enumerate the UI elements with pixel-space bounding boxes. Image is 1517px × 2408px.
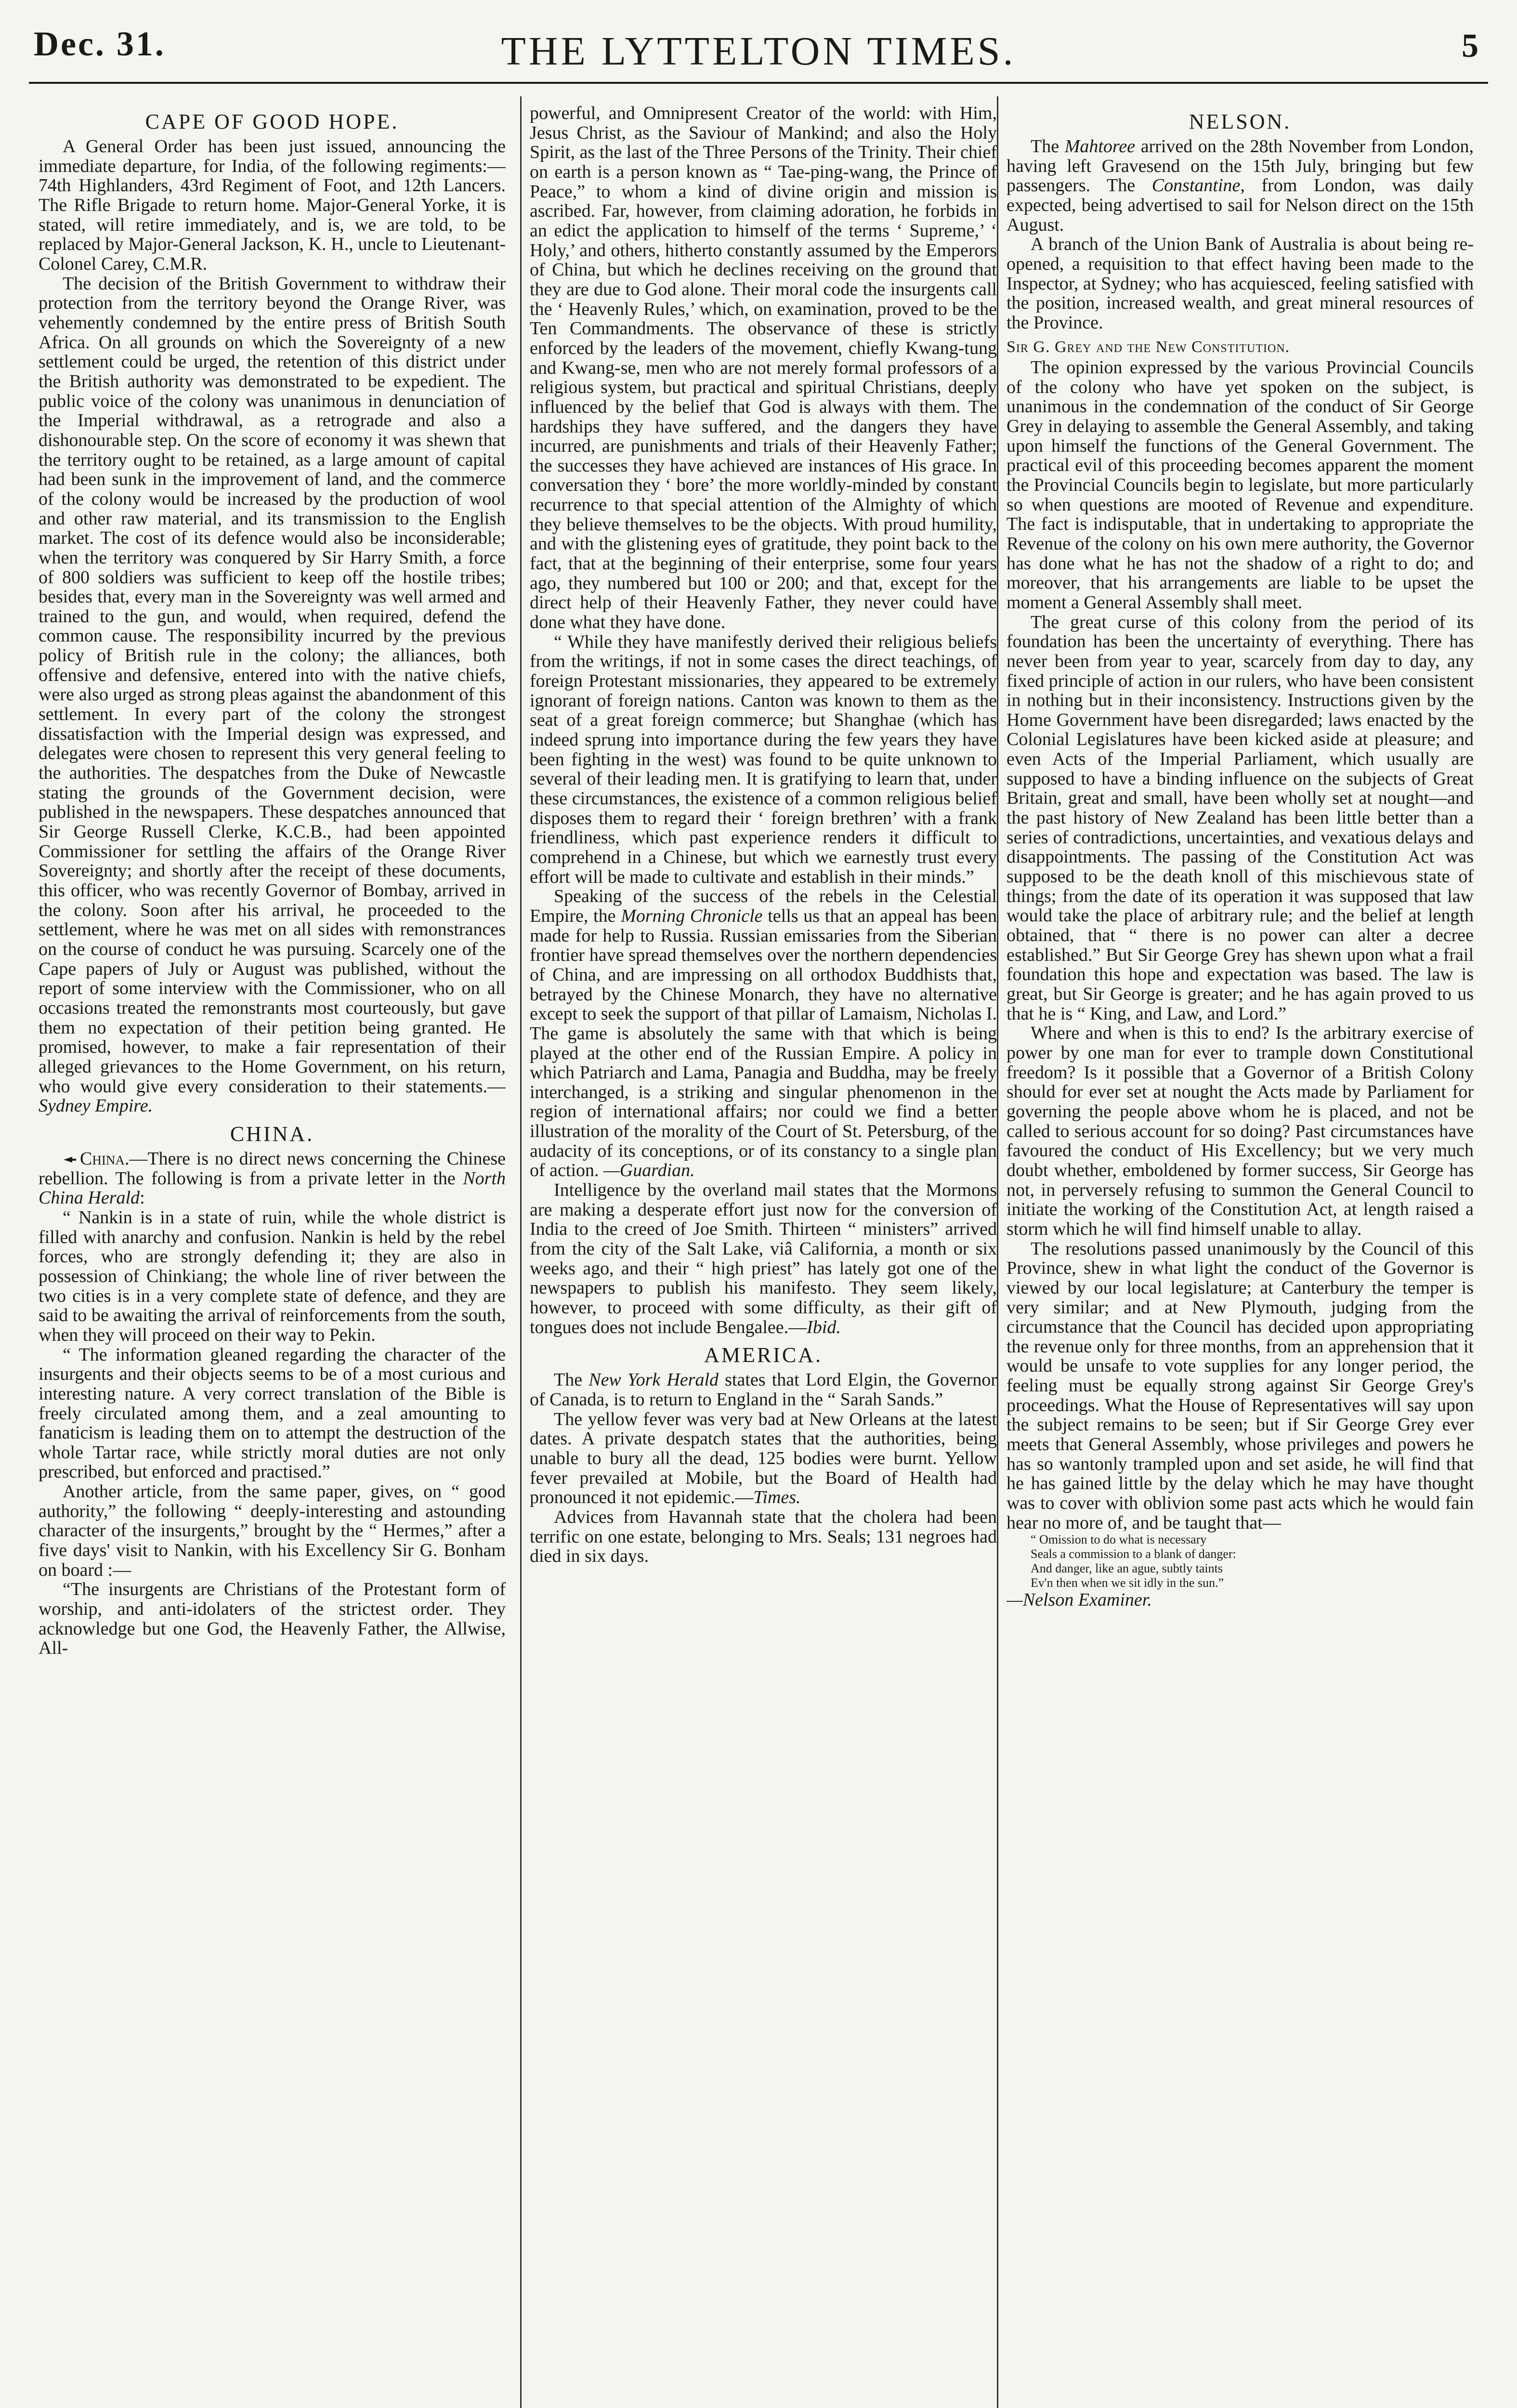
china-herald-source: North China Herald [39,1168,506,1208]
china-paragraph-1-end: : [140,1188,145,1208]
newspaper-title: THE LYTTELTON TIMES. [501,29,1016,74]
cape-paragraph-2-text: The decision of the British Government to withdraw their protection from the territory beyond the Orange River, was vehemently condemned by the entire press of British South Africa. On all grounds on which the Sovereignty of a new settlement could be urged, the retention of this district under the British authority was demonstrated to be expedient. The public voice of the colony was unanimous in denunciation of the Imperial withdrawal, as a retrograde and also a dishonourable step. On the score of economy it was shewn that the territory ought to be retained, as a large amount of capital had been sunk in the improvement of land, and the commerce of the colony would be increased by the production of wool and other raw material, and its transmission to the English market. The cost of its defence would also be inconsiderable; when the territory was conquered by Sir Harry Smith, a force of 800 soldiers was sufficient to keep off the hostile tribes; besides that, every man in the Sovereignty was well armed and trained to the gun, and would, when required, defend the common cause. The responsibility incurred by the previous policy of British rule in the colony; the alliances, both offensive and defensive, entered into with the native chiefs, were also urged as strong pleas against the abandonment of this settlement. In every part of the colony the strongest dissatisfaction with the Imperial design was expressed, and delegates were chosen to represent this very general feeling to the authorities. The despatches from the Duke of Newcastle stating the grounds of the Government decision, were published in the newspapers. These despatches announced that Sir George Russell Clerke, K.C.B., had been appointed Commissioner for settling the affairs of the Orange River Sovereignty; and shortly after the receipt of these documents, this officer, who was recently Governor of Bombay, arrived in the colony. Soon after his arrival, he proceeded to the settlement, where he was met on all sides with remonstrances on the course of conduct he was pursuing. Scarcely one of the Cape papers of July or August was published, without the report of some interview with the Commissioner, who on all occasions treated the remonstrants most courteously, but gave them no expectation of their petition being granted. He promised, however, to make a fair representation of their alleged grievances to the Home Government, on his return, who would give every consideration to their statements.— [39,273,506,1097]
china-paragraph-4: Another article, from the same paper, gives, on “ good authority,” the following “ deeply-interesting and astounding character of the insurgents,” brought by the “ Hermes,” after a five days' visit to Nankin, with his Excellency Sir G. Bonham on board :— [39,1481,506,1580]
guardian-source: —Guardian. [603,1160,695,1181]
nelson-paragraph-4: The great curse of this colony from the period of its foundation has been the uncertainty of everything. There has never been from year to year, scarcely from day to day, any fixed principle of action in our rulers, who have been consistent in nothing but in their inconsistency. Instructions given by the Home Government have been disregarded; laws enacted by the Colonial Legislatures have been kicked aside at pleasure; and even Acts of the Imperial Parliament, which usually are supposed to have a binding influence on the subjects of Great Britain, great and small, have been wholly set at nought—and the past history of New Zealand has been little better than a series of contradictions, uncertainties, and vexatious delays and disappointments. The passing of the Constitution Act was supposed to be the death knoll of this mischievous state of things; from the date of its operation it was supposed that law would take the place of arbitrary rule; and the belief at length obtained, that “ there is no power can alter a decree established.” But Sir George Grey has shewn upon what a frail foundation this hope and expectation was based. The law is great, but Sir George is greater; and he has again proved to us that he is “ King, and Law, and Lord.” [1007,612,1474,1024]
verse-line-1: “ Omission to do what is necessary [1031,1532,1207,1547]
masthead [29,19,1488,84]
america-paragraph-3: Advices from Havannah state that the cholera had been terrific on one estate, belonging to Mrs. Seals; 131 negroes had died in six days. [530,1507,997,1567]
new-york-herald-source: New York Herald [588,1370,719,1390]
nelson-p1-c: , from London, was daily expected, being advertised to sail for Nelson direct on the 15th August. [1007,175,1474,235]
verse-line-3: And danger, like an ague, subtly taints [1031,1561,1223,1576]
column-1 [39,104,506,2406]
china-paragraph-5: “The insurgents are Christians of the Protestant form of worship, and anti-idolaters of the strictest order. They acknowledge but one God, the Heavenly Father, the Allwise, All- [39,1579,506,1659]
russia-paragraph-text-a: Speaking of the success of the rebels in the Celestial Empire, the [530,886,997,926]
china-paragraph-2: “ Nankin is in a state of ruin, while the whole district is filled with anarchy and confusion. Nankin is held by the rebel forces, who are strongly defending it; they are also in possession of Chinkiang; the whole line of river between the two cities is in a very complete state of defence, and they are said to be awaiting the arrival of reinforcements from the south, when they will proceed on their way to Pekin. [39,1207,506,1345]
nelson-paragraph-3: The opinion expressed by the various Provincial Councils of the colony who have yet spoken on the subject, is unanimous in the condemnation of the conduct of Sir George Grey in delaying to assemble the General Assembly, and taking upon himself the functions of the General Government. The practical evil of this proceeding becomes apparent the moment the Provincial Councils begin to legislate, but more particularly so when questions are mooted of Revenue and expenditure. The fact is indisputable, that in undertaking to appropriate the Revenue of the colony on his own mere authority, the Governor has done what he has not the shadow of a right to do; and moreover, that his arrangements are liable to be upset the moment a General Assembly shall meet. [1007,357,1474,613]
column-2 [530,104,997,2406]
mormons-paragraph-text: Intelligence by the overland mail states that the Mormons are making a desperate effort just now for the conversion of India to the creed of Joe Smith. Thirteen “ ministers” arrived from the city of the Salt Lake, viâ California, a month or six weeks ago, and their “ high priest” has lately got one of the newspapers to publish his manifesto. They seem likely, however, to proceed with some difficulty, as their gift of tongues does not include Bengalee.— [530,1180,997,1337]
america-p1-b: states that Lord Elgin, the Governor of Canada, is to return to England in the “ Sarah Sands.” [530,1370,997,1410]
nelson-examiner-source: —Nelson Examiner. [1007,1589,1152,1610]
ship-mahtoree: Mahtoree [1064,136,1136,157]
constitution-subheading: Sir G. Grey and the New Constitution. [1007,338,1290,356]
china-quote-paragraph: “ While they have manifestly derived their religious beliefs from the writings, if not in some cases the direct teachings, of foreign Protestant missionaries, they appeared to be extremely ignorant of foreign nations. Canton was known to them as the seat of a great foreign commerce; but Shanghae (which has indeed sprung into importance during the few years they have been fighting in the west) was found to be quite unknown to several of their leading men. It is gratifying to learn that, under these circumstances, the existence of a common religious belief disposes them to regard their ‘ foreign brethren’ with a frank friendliness, which past experience renders it difficult to comprehend in a Chinese, but which we earnestly trust every effort will be made to cultivate and establish in their minds.” [530,631,997,887]
ship-constantine: Constantine [1151,175,1241,196]
verse-line-2: Seals a commission to a blank of danger: [1031,1547,1236,1561]
column-rule-2 [997,96,998,2408]
times-source: Times. [753,1487,801,1508]
china-paragraph-1-text: —There is no direct news concerning the Chinese rebellion. The following is from a private letter in the [39,1148,506,1189]
cape-heading: CAPE OF GOOD HOPE. [145,110,399,133]
nelson-heading: NELSON. [1189,110,1292,133]
america-heading: AMERICA. [704,1343,823,1367]
cape-paragraph-2 [39,274,506,1116]
china-paragraph-1 [39,1149,506,1208]
column-rule-1 [520,96,522,2408]
america-paragraph-1 [530,1370,997,1409]
china-paragraph-3: “ The information gleaned regarding the character of the insurgents and their objects seems to be of a most curious and interesting nature. A very correct translation of the Bible is freely circulated among them, and a zeal amounting to fanaticism is leading them on to attempt the destruction of the whole Tartar race, while strictly moral duties are not only prescribed, but enforced and practised.” [39,1344,506,1482]
russia-paragraph-text-b: tells us that an appeal has been made for help to Russia. Russian emissaries from the Siberian frontier have spread themselves over the northern dependencies of China, and are impressing on all orthodox Buddhists that, betrayed by the Chinese Monarch, they have no alternative except to seek the support of that pillar of Lamaism, Nicholas I. The game is absolutely the same with that which is being played at the other end of the Russian Empire. A policy in which Patriarch and Lama, Panagia and Buddha, may be freely interchanged, is a striking and singular phenomenon in the region of international affairs; nor could we find a better illustration of the morality of the Court of St. Petersburg, of the audacity of its conceptions, or of its constancy to a single plan of action. [530,905,997,1181]
russia-paragraph [530,887,997,1180]
nelson-paragraph-6: The resolutions passed unanimously by the Council of this Province, shew in what light the conduct of the Governor is viewed by our local legislature; at Canterbury the temper is very similar; and at New Plymouth, judging from the circumstance that the Council has decided upon appropriating the revenue only for three months, from an apprehension that it would be unsafe to vote supplies for any longer period, the feeling must be equally strong against Sir George Grey's proceedings. What the House of Representatives will say upon the subject remains to be seen; but if Sir George Grey ever meets that General Assembly, whose privileges and powers he has so wantonly trampled upon and set aside, he will find that he has gained little by the delay which he may have thought was to cover with oblivion some past acts which he would fain hear no more of, and be taught that— [1007,1238,1474,1533]
cape-paragraph-1: A General Order has been just issued, announcing the immediate departure, for India, of the following regiments:—74th Highlanders, 43rd Regiment of Foot, and 12th Lancers. The Rifle Brigade to return home. Major-General Yorke, it is stated, will retire immediately, and is, we are told, to be replaced by Major-General Jackson, K. H., uncle to Lieutenant-Colonel Carey, C.M.R. [39,136,506,275]
nelson-p1-a: The [1031,136,1059,157]
nelson-paragraph-2: A branch of the Union Bank of Australia is about being re-opened, a requisition to that effect having been made to the Inspector, at Sydney; who has acquiesced, feeling satisfied with the position, increased wealth, and great mineral resources of the Province. [1007,234,1474,333]
pointing-hand-icon [63,1155,77,1165]
america-p2-text: The yellow fever was very bad at New Orleans at the latest dates. A private despatch states that the authorities, being unable to bury all the dead, 125 bodies were burnt. Yellow fever prevailed at Mobile, but the Board of Health had pronounced it not epidemic.— [530,1409,997,1508]
america-p1-a: The [554,1370,583,1390]
nelson-p1-b: arrived on the 28th November from London, having left Gravesend on the 15th July, bringing but few passengers. The [1007,136,1474,196]
china-heading: CHINA. [230,1122,314,1146]
cape-source: Sydney Empire. [39,1096,153,1116]
morning-chronicle-source: Morning Chronicle [621,905,763,926]
column-3 [1007,104,1474,2406]
ibid-source: Ibid. [807,1317,841,1337]
mormons-paragraph [530,1180,997,1337]
nelson-paragraph-1 [1007,137,1474,235]
china-lead: China. [80,1148,130,1169]
nelson-paragraph-5: Where and when is this to end? Is the arbitrary exercise of power by one man for ever to trample down Constitutional freedom? Is it possible that a Governor of a British Colony should for ever set at nought the Acts made by Parliament for governing the people above whom he is placed, and not be called to serious account for so doing? Past circumstances have favoured the conduct of His Excellency; but we very much doubt whether, emboldened by former success, Sir George has not, in perversely refusing to summon the General Council to initiate the working of the Constitution Act, at length raised a storm which he will find himself unable to allay. [1007,1023,1474,1239]
america-paragraph-2 [530,1410,997,1507]
issue-date: Dec. 31. [34,25,166,63]
verse-line-4: Ev'n then when we sit idly in the sun.” [1031,1576,1224,1590]
page-number: 5 [1462,27,1478,65]
china-continued-paragraph: powerful, and Omnipresent Creator of the world: with Him, Jesus Christ, as the Saviour of Mankind; and also the Holy Spirit, as the last of the Three Persons of the Trinity. Their chief on earth is a person known as “ Tae-ping-wang, the Prince of Peace,” to whom a kind of divine origin and mission is ascribed. Far, however, from claiming adoration, he forbids in an edict the application to himself of the terms ‘ Supreme,’ ‘ Holy,’ and others, hitherto constantly assumed by the Emperors of China, but which he declines receiving on the ground that they are due to God alone. Their moral code the insurgents call the ‘ Heavenly Rules,’ which, on examination, proved to be the Ten Commandments. The observance of these is strictly enforced by the leaders of the movement, chiefly Kwang-tung and Kwang-se, men who are not merely formal professors of a religious system, but practical and spiritual Christians, deeply influenced by the belief that God is always with them. The hardships they have suffered, and the dangers they have incurred, are punishments and trials of their Heavenly Father; the successes they have achieved are instances of His grace. In conversation they ‘ bore’ the more worldly-minded by constant recurrence to that special attention of the Almighty of which they believe themselves to be the objects. With proud humility, and with the glistening eyes of gratitude, they point back to the fact, that at the beginning of their enterprise, some four years ago, they numbered but 100 or 200; and that, except for the direct help of their Heavenly Father, they never could have done what they have done. [530,104,997,633]
